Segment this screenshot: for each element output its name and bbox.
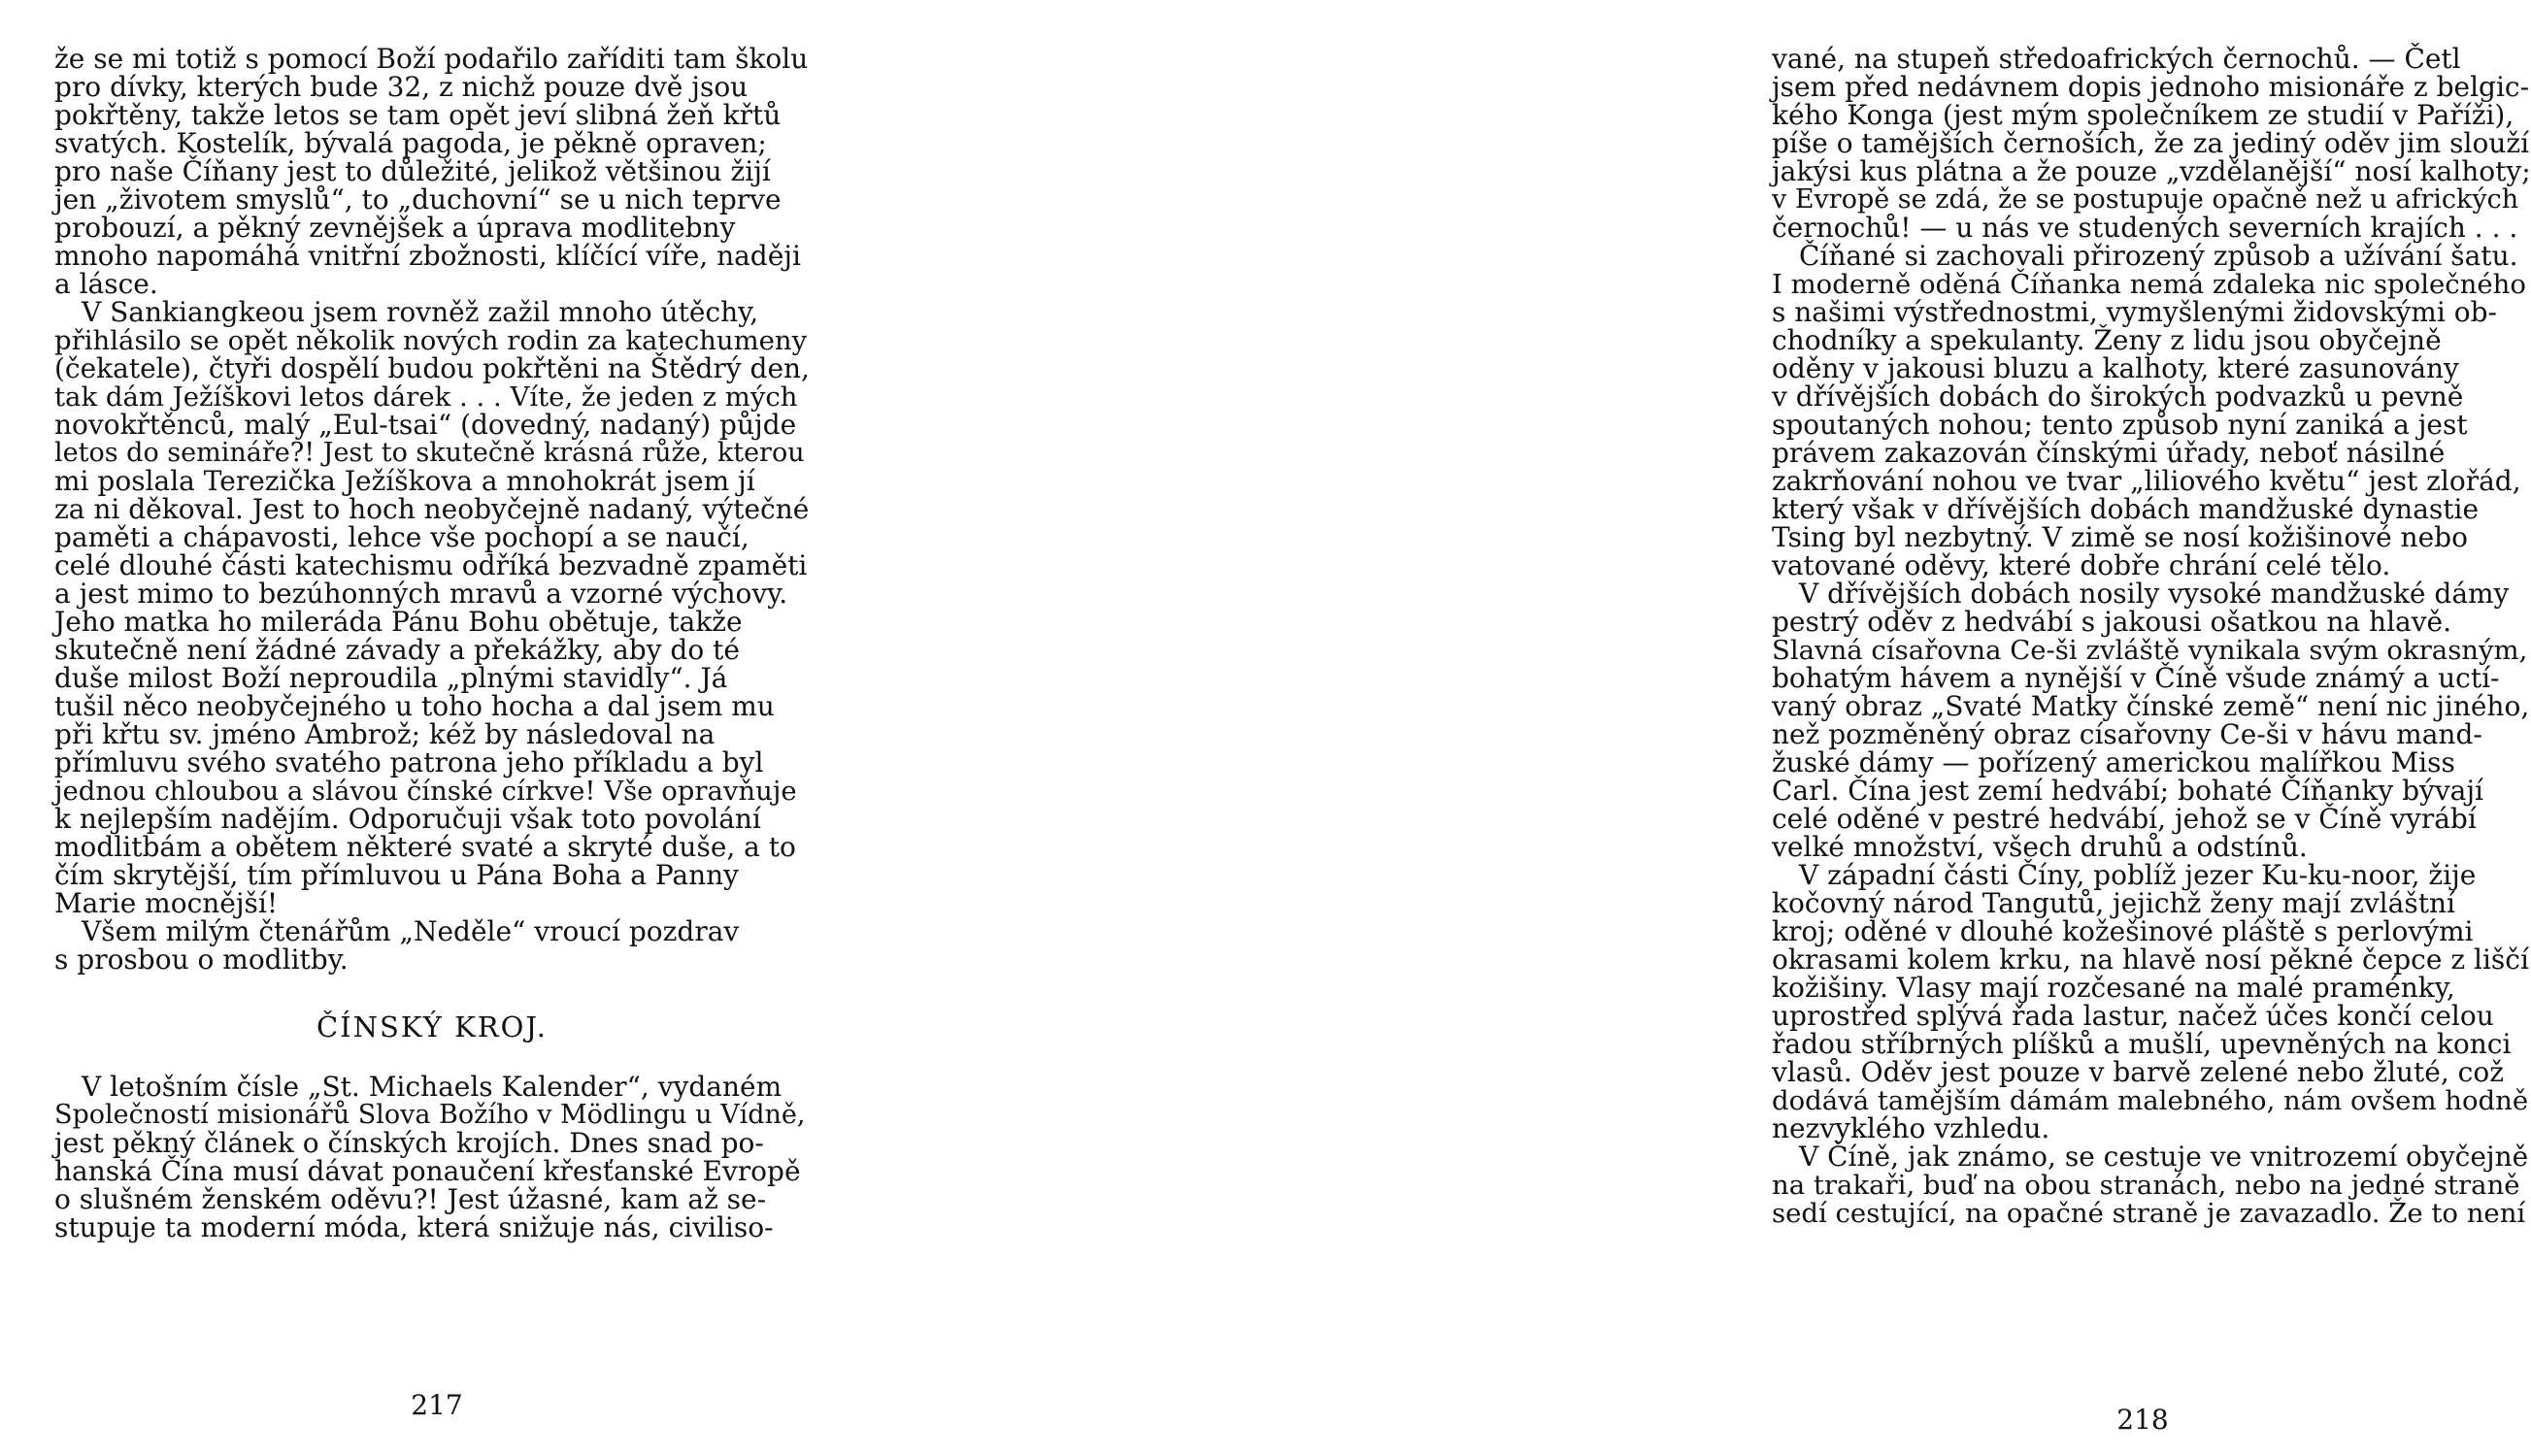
text-line: jednou chloubou a slávou čínské církve! Vše opravňuje bbox=[54, 776, 797, 807]
text-line: Carl. Čína jest zemí hedvábí; bohaté Číňanky bývají bbox=[1772, 775, 2483, 807]
text-line: kého Konga (jest mým společníkem ze studií v Paříži), bbox=[1772, 99, 2514, 131]
text-line: píše o tamějších černoších, že za jediný oděv jim slouží bbox=[1772, 127, 2530, 159]
text-line: přímluvu svého svatého patrona jeho příkladu a byl bbox=[54, 746, 764, 778]
text-line: Společností misionářů Slova Božího v Mödlingu u Vídně, bbox=[54, 1100, 806, 1130]
text-line: nezvyklého vzhledu. bbox=[1772, 1112, 2050, 1144]
text-line: s našimi výstřednostmi, vymyšlenými židovskými ob- bbox=[1772, 296, 2497, 328]
text-line: modlitbám a obětem některé svaté a skryté duše, a to bbox=[54, 831, 796, 863]
text-line: Všem milým čtenářům „Neděle“ vroucí pozdrav bbox=[82, 915, 740, 947]
text-line: mnoho napomáhá vnitřní zbožnosti, klíčící víře, naději bbox=[54, 240, 801, 272]
text-line: skutečně není žádné závady a překážky, aby do té bbox=[54, 634, 740, 666]
text-line: než pozměněný obraz císařovny Ce-ši v hávu mand- bbox=[1772, 718, 2482, 750]
text-line: tušil něco neobyčejného u toho hocha a dal jsem mu bbox=[54, 690, 775, 722]
text-line: (čekatele), čtyři dospělí budou pokřtěni na Štědrý den, bbox=[54, 352, 810, 384]
text-line: s prosbou o modlitby. bbox=[54, 943, 349, 976]
text-line: jest pěkný článek o čínských krojích. Dnes snad po- bbox=[54, 1127, 764, 1159]
left-page bbox=[0, 0, 861, 1456]
text-line: kočovný národ Tangutů, jejichž ženy mají zvláštní bbox=[1772, 887, 2455, 919]
text-line: při křtu sv. jméno Ambrož; kéž by následoval na bbox=[54, 718, 716, 750]
text-line: čím skrytější, tím přímluvou u Pána Boha a Panny bbox=[54, 859, 739, 891]
text-line: vatované oděvy, které dobře chrání celé tělo. bbox=[1772, 549, 2391, 581]
text-line: svatých. Kostelík, bývalá pagoda, je pěkně opraven; bbox=[54, 127, 767, 159]
text-line: pro naše Číňany jest to důležité, jelikož většinou žijí bbox=[54, 155, 771, 187]
text-line: bohatým hávem a nynější v Číně všude známý a uctí- bbox=[1772, 662, 2500, 694]
text-line: za ni děkoval. Jest to hoch neobyčejně nadaný, výtečné bbox=[54, 493, 810, 525]
text-line: spoutaných nohou; tento způsob nyní zaniká a jest bbox=[1772, 409, 2468, 441]
text-line: pestrý oděv z hedvábí s jakousi ošatkou na hlavě. bbox=[1772, 606, 2452, 638]
text-line: I moderně oděná Číňanka nemá zdaleka nic společného bbox=[1772, 269, 2526, 300]
text-line: tak dám Ježíškovi letos dárek . . . Víte, že jeden z mých bbox=[54, 381, 798, 413]
text-line: o slušném ženském oděvu?! Jest úžasné, kam až se- bbox=[54, 1183, 767, 1215]
text-line: který však v dřívějších dobách mandžuské dynastie bbox=[1772, 493, 2480, 525]
text-line: právem zakazován čínskými úřady, neboť násilné bbox=[1772, 437, 2446, 469]
text-line: V Sankiangkeou jsem rovněž zažil mnoho útěchy, bbox=[82, 296, 759, 328]
text-line: kožišiny. Vlasy mají rozčesané na malé praménky, bbox=[1772, 972, 2455, 1004]
text-line: přihlásilo se opět několik nových rodin za katechumeny bbox=[54, 325, 808, 356]
text-line: V letošním čísle „St. Michaels Kalender“, vydaném bbox=[82, 1071, 783, 1103]
text-line: a lásce. bbox=[54, 268, 158, 300]
text-line: pro dívky, kterých bude 32, z nichž pouze dvě jsou bbox=[54, 71, 749, 103]
text-line: oděny v jakousi bluzu a kalhoty, které zasunovány bbox=[1772, 352, 2459, 384]
text-line: V dřívějších dobách nosily vysoké mandžuské dámy bbox=[1799, 578, 2510, 610]
text-line: a jest mimo to bezúhonných mravů a vzorné výchovy. bbox=[54, 578, 788, 610]
text-line: Jeho matka ho mileráda Pánu Bohu obětuje, takže bbox=[54, 606, 743, 638]
text-line: stupuje ta moderní móda, která snižuje nás, civiliso- bbox=[54, 1211, 774, 1243]
text-line: vané, na stupeň středoafrických černochů. — Četl bbox=[1772, 43, 2461, 75]
text-line: velké množství, všech druhů a odstínů. bbox=[1772, 831, 2308, 863]
text-line: V západní části Číny, poblíž jezer Ku-ku-noor, žije bbox=[1799, 859, 2477, 891]
text-line: uprostřed splývá řada lastur, načež účes končí celou bbox=[1772, 1000, 2494, 1032]
text-line: letos do semináře?! Jest to skutečně krásná růže, kterou bbox=[54, 438, 805, 468]
text-line: na trakaři, buď na obou stranách, nebo na jedné straně bbox=[1772, 1170, 2520, 1201]
text-line: Slavná císařovna Ce-ši zvláště vynikala svým okrasným, bbox=[1772, 635, 2528, 666]
text-line: duše milost Boží neproudila „plnými stavidly“. Já bbox=[54, 662, 728, 694]
text-line: k nejlepším nadějím. Odporučuji však toto povolání bbox=[54, 803, 761, 835]
text-line: černochů! — u nás ve studených severních krajích . . . bbox=[1772, 212, 2518, 244]
text-line: že se mi totiž s pomocí Boží podařilo zaříditi tam školu bbox=[54, 43, 809, 75]
text-line: dodává tamějším dámám malebného, nám ovšem hodně bbox=[1772, 1085, 2529, 1116]
section-heading: ČÍNSKÝ KROJ. bbox=[316, 1010, 548, 1043]
text-line: v Evropě se zdá, že se postupuje opačně než u afrických bbox=[1772, 184, 2519, 215]
text-line: řadou stříbrných plíšků a mušlí, upevněných na konci bbox=[1772, 1028, 2512, 1060]
text-line: pokřtěny, takže letos se tam opět jeví slibná žeň křtů bbox=[54, 99, 782, 131]
text-line: chodníky a spekulanty. Ženy z lidu jsou obyčejně bbox=[1772, 324, 2442, 356]
text-line: jsem před nedávnem dopis jednoho misionáře z belgic- bbox=[1772, 71, 2530, 103]
text-line: paměti a chápavosti, lehce vše pochopí a se naučí, bbox=[54, 521, 749, 553]
text-line: hanská Čína musí dávat ponaučení křesťanské Evropě bbox=[54, 1155, 801, 1187]
text-line: Číňané si zachovali přirozený způsob a užívání šatu. bbox=[1799, 240, 2518, 272]
text-line: Marie mocnější! bbox=[54, 887, 279, 919]
text-line: vlasů. Oděv jest pouze v barvě zelené nebo žluté, což bbox=[1772, 1056, 2504, 1088]
text-line: Tsing byl nezbytný. V zimě se nosí kožišinové nebo bbox=[1772, 521, 2468, 553]
text-line: celé dlouhé části katechismu odříká bezvadně zpaměti bbox=[54, 549, 808, 581]
text-line: sedí cestující, na opačné straně je zavazadlo. Že to není bbox=[1772, 1198, 2526, 1229]
text-line: jen „životem smyslů“, to „duchovní“ se u nich teprve bbox=[54, 183, 782, 215]
text-line: v dřívějších dobách do širokých podvazků u pevně bbox=[1772, 381, 2464, 413]
text-line: jakýsi kus plátna a že pouze „vzdělanější“ nosí kalhoty; bbox=[1772, 155, 2531, 187]
text-line: zakrňování nohou ve tvar „liliového květu“ jest zlořád, bbox=[1772, 465, 2521, 497]
text-line: celé oděné v pestré hedvábí, jehož se v Číně vyrábí bbox=[1772, 803, 2477, 835]
page-number: 218 bbox=[2116, 1404, 2169, 1436]
text-line: vaný obraz „Svaté Matky čínské země“ není nic jiného, bbox=[1772, 690, 2530, 722]
right-page bbox=[861, 0, 2531, 1456]
page-number: 217 bbox=[411, 1389, 463, 1421]
text-line: okrasami kolem krku, na hlavě nosí pěkné čepce z liščí bbox=[1772, 943, 2529, 976]
text-line: V Číně, jak známo, se cestuje ve vnitrozemí obyčejně bbox=[1799, 1141, 2529, 1173]
text-line: mi poslala Terezička Ježíškova a mnohokrát jsem jí bbox=[54, 465, 755, 497]
text-line: žuské dámy — pořízený americkou malířkou Miss bbox=[1772, 746, 2455, 778]
text-line: kroj; oděné v dlouhé kožešinové pláště s perlovými bbox=[1772, 915, 2474, 947]
text-line: probouzí, a pěkný zevnějšek a úprava modlitebny bbox=[54, 212, 736, 244]
text-line: novokřtěnců, malý „Eul-tsai“ (dovedný, nadaný) půjde bbox=[54, 409, 797, 441]
